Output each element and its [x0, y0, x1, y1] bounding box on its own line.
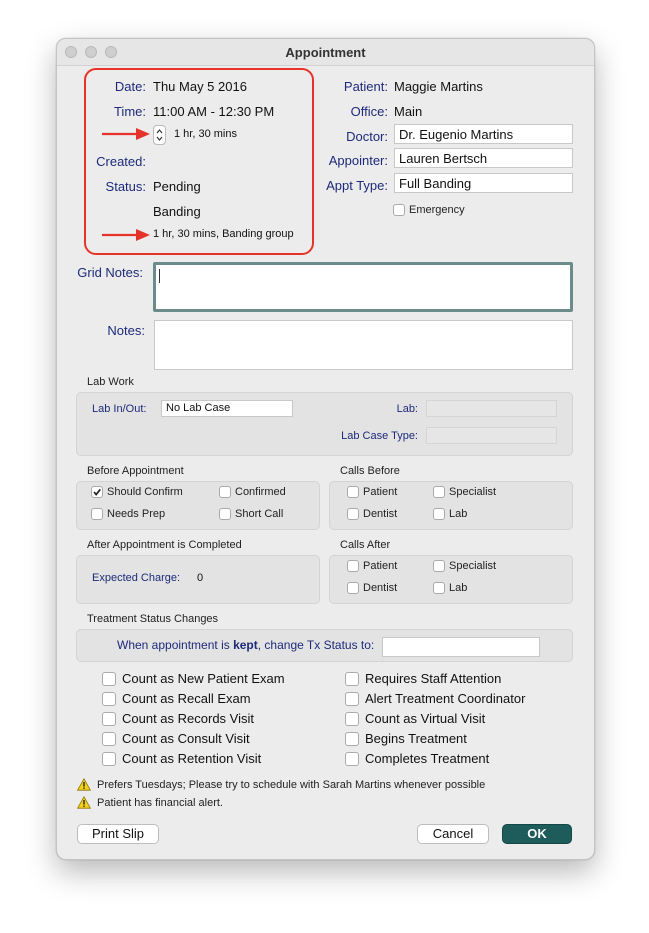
grid-notes-input[interactable] [153, 262, 573, 312]
after-appointment-title: After Appointment is Completed [87, 539, 242, 551]
created-label: Created: [96, 154, 146, 169]
completes-treatment-label: Completes Treatment [365, 751, 490, 766]
count-checkbox-6[interactable] [345, 692, 359, 706]
calls-after-dentist-checkbox[interactable] [347, 582, 359, 594]
appointer-label: Appointer: [328, 153, 388, 168]
count-checkbox-5[interactable] [345, 672, 359, 686]
office-label: Office: [350, 104, 388, 119]
calls-after-patient-label: Patient [363, 560, 398, 572]
appt-type-label: Appt Type: [326, 178, 388, 193]
calls-after-title: Calls After [340, 539, 391, 551]
alert-treatment-coordinator-label: Alert Treatment Coordinator [365, 691, 526, 706]
kept-word: kept [233, 638, 258, 652]
status-value: Pending [153, 179, 201, 194]
calls-after-specialist-label: Specialist [449, 560, 497, 572]
begins-treatment-label: Begins Treatment [365, 731, 467, 746]
lab-case-type-field[interactable] [426, 427, 557, 444]
confirmed-checkbox[interactable] [219, 486, 231, 498]
expected-charge-value: 0 [197, 572, 204, 584]
title-bar [57, 39, 594, 66]
notes-input[interactable] [154, 320, 573, 370]
ok-button[interactable]: OK [502, 824, 572, 844]
short-call-checkbox[interactable] [219, 508, 231, 520]
calls-after-patient-checkbox[interactable] [347, 560, 359, 572]
calls-after-specialist-checkbox[interactable] [433, 560, 445, 572]
appointment-type-duration: 1 hr, 30 mins, Banding group [153, 228, 294, 240]
count-checkbox-1[interactable] [102, 692, 116, 706]
window-title: Appointment [285, 45, 366, 60]
calls-before-specialist-checkbox[interactable] [433, 486, 445, 498]
time-label: Time: [113, 104, 146, 119]
status-label: Status: [105, 179, 146, 194]
patient-label: Patient: [343, 79, 388, 94]
calls-before-title: Calls Before [340, 465, 400, 477]
calls-before-lab-checkbox[interactable] [433, 508, 445, 520]
time-value: 11:00 AM - 12:30 PM [153, 104, 275, 119]
lab-in-out-field[interactable]: No Lab Case [161, 400, 293, 417]
count-checkbox-0[interactable] [102, 672, 116, 686]
kept-prefix: When appointment is [117, 638, 234, 652]
calls-before-patient-checkbox[interactable] [347, 486, 359, 498]
count-consult-visit-label: Count as Consult Visit [122, 731, 250, 746]
calls-before-dentist-label: Dentist [363, 508, 398, 520]
warning-icon [77, 778, 91, 791]
count-virtual-visit-label: Count as Virtual Visit [365, 711, 486, 726]
count-retention-visit-label: Count as Retention Visit [122, 751, 262, 766]
appointment-type-name: Banding [153, 204, 201, 219]
count-checkbox-3[interactable] [102, 732, 116, 746]
confirmed-label: Confirmed [235, 486, 286, 498]
calls-after-lab-label: Lab [449, 582, 468, 594]
expected-charge-label: Expected Charge: [92, 572, 181, 584]
annotation-arrow-icon [100, 227, 152, 243]
appointer-field[interactable]: Lauren Bertsch [394, 148, 573, 168]
lab-label: Lab: [396, 403, 418, 415]
notes-label: Notes: [107, 323, 145, 338]
date-value: Thu May 5 2016 [153, 79, 247, 94]
kept-suffix: , change Tx Status to: [257, 638, 375, 652]
count-recall-exam-label: Count as Recall Exam [122, 691, 251, 706]
patient-value: Maggie Martins [394, 79, 483, 94]
annotation-arrow-icon [100, 126, 152, 142]
print-slip-button[interactable]: Print Slip [77, 824, 159, 844]
calls-after-dentist-label: Dentist [363, 582, 398, 594]
needs-prep-label: Needs Prep [107, 508, 166, 520]
needs-prep-checkbox[interactable] [91, 508, 103, 520]
should-confirm-label: Should Confirm [107, 486, 183, 498]
office-value: Main [394, 104, 423, 119]
grid-notes-label: Grid Notes: [77, 265, 143, 280]
doctor-label: Doctor: [346, 129, 388, 144]
alert-preference: Prefers Tuesdays; Please try to schedule with Sarah Martins whenever possible [97, 779, 486, 791]
warning-icon [77, 796, 91, 809]
count-checkbox-7[interactable] [345, 712, 359, 726]
kept-status-label [117, 638, 374, 652]
should-confirm-checkbox[interactable] [91, 486, 103, 498]
text-cursor [159, 269, 160, 283]
cancel-button[interactable]: Cancel [417, 824, 489, 844]
doctor-field[interactable]: Dr. Eugenio Martins [394, 124, 573, 144]
duration-value: 1 hr, 30 mins [174, 128, 237, 140]
lab-in-out-label: Lab In/Out: [92, 403, 147, 415]
calls-before-patient-label: Patient [363, 486, 398, 498]
requires-staff-attention-label: Requires Staff Attention [365, 671, 502, 686]
emergency-checkbox[interactable] [393, 204, 405, 216]
count-new-patient-exam-label: Count as New Patient Exam [122, 671, 285, 686]
lab-work-title: Lab Work [87, 376, 134, 388]
calls-before-lab-label: Lab [449, 508, 468, 520]
appt-type-field[interactable]: Full Banding [394, 173, 573, 193]
calls-after-lab-checkbox[interactable] [433, 582, 445, 594]
treatment-status-title: Treatment Status Changes [87, 613, 219, 625]
emergency-label: Emergency [409, 204, 465, 216]
count-records-visit-label: Count as Records Visit [122, 711, 254, 726]
calls-before-dentist-checkbox[interactable] [347, 508, 359, 520]
date-label: Date: [114, 79, 146, 94]
count-checkbox-2[interactable] [102, 712, 116, 726]
lab-field[interactable] [426, 400, 557, 417]
count-checkbox-8[interactable] [345, 732, 359, 746]
count-checkbox-4[interactable] [102, 752, 116, 766]
tx-status-field[interactable] [382, 637, 540, 657]
alert-financial: Patient has financial alert. [97, 797, 223, 809]
checkmark-icon [92, 487, 102, 497]
lab-case-type-label: Lab Case Type: [341, 430, 418, 442]
calls-before-specialist-label: Specialist [449, 486, 497, 498]
short-call-label: Short Call [235, 508, 284, 520]
count-checkbox-9[interactable] [345, 752, 359, 766]
before-appointment-title: Before Appointment [87, 465, 184, 477]
